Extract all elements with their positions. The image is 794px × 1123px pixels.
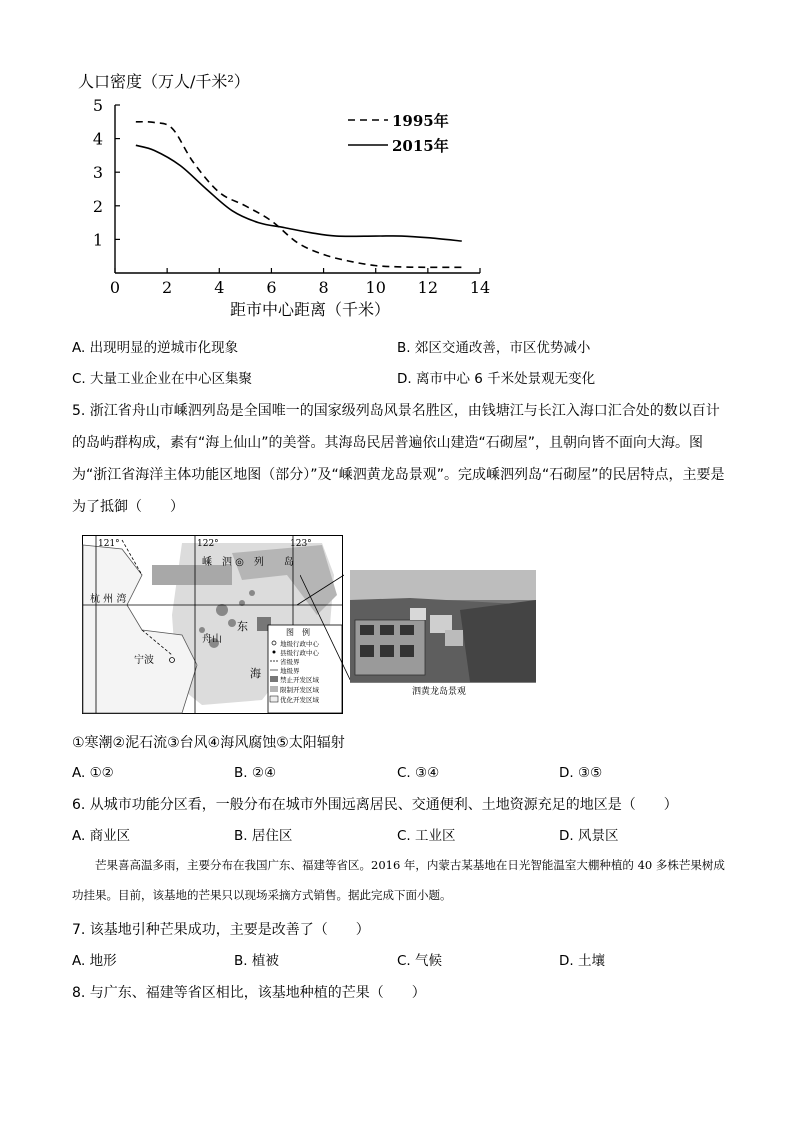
map-legend-title: 图 例 <box>286 628 310 637</box>
legend-prohibited-zone: 禁止开发区域 <box>280 676 319 684</box>
q7-option-b[interactable]: B. 植被 <box>234 953 279 969</box>
legend-prefecture-center: 地级行政中心 <box>280 640 319 648</box>
map-label-zhoushan: 舟山 <box>202 634 222 645</box>
restricted-zone-strip <box>152 565 232 585</box>
legend-province-boundary: 省级界 <box>280 658 300 666</box>
q6-option-a[interactable]: A. 商业区 <box>72 828 131 844</box>
x-tick-label: 0 <box>109 278 121 297</box>
y-tick-label: 1 <box>92 230 103 250</box>
chart-x-axis-label: 距市中心距离（千米） <box>229 300 391 319</box>
x-tick-label: 10 <box>365 278 386 297</box>
chart-y-axis-label: 人口密度（万人/千米²） <box>78 72 250 91</box>
photo-caption: 泗黄龙岛景观 <box>412 687 467 697</box>
q4-option-b[interactable]: B. 郊区交通改善，市区优势减小 <box>397 340 591 356</box>
q6-option-c[interactable]: C. 工业区 <box>397 828 456 844</box>
legend-optimized-zone: 优化开发区域 <box>280 696 319 704</box>
q4-option-c[interactable]: C. 大量工业企业在中心区集聚 <box>72 371 253 387</box>
x-tick-label: 4 <box>214 278 225 297</box>
q5-stem: 5. 浙江省舟山市嵊泗列岛是全国唯一的国家级列岛风景名胜区，由钱塘江与长江入海口汇合处的数以百计的岛屿群构成，素有“海上仙山”的美誉。其海岛民居普遍依山建造“石砌屋”，且朝向皆不面向大海。图为“浙江省海洋主体功能区地图（部分）”及“嵊泗黄龙岛景观”。完成嵊泗列岛“石砌屋”的民居特点，主要是为了抵御（ ） <box>72 403 725 515</box>
map-lon-121: 121° <box>98 539 120 549</box>
legend-label-1995: 1995年 <box>392 112 449 130</box>
q5-choices: ①寒潮②泥石流③台风④海风腐蚀⑤太阳辐射 <box>72 735 345 751</box>
q7-option-c[interactable]: C. 气候 <box>397 953 443 969</box>
x-tick-label: 2 <box>162 278 173 297</box>
map-lon-123: 123° <box>290 539 312 549</box>
map-label-shengsi: 嵊 泗 ◎ 列 岛 <box>202 557 294 568</box>
q4-option-a[interactable]: A. 出现明显的逆城市化现象 <box>72 340 239 356</box>
x-tick-label: 8 <box>318 278 329 297</box>
map-label-hai: 海 <box>250 667 261 680</box>
q7-stem: 7. 该基地引种芒果成功，主要是改善了（ ） <box>72 922 370 938</box>
q5-option-d[interactable]: D. ③⑤ <box>559 765 603 781</box>
legend-county-center: 县级行政中心 <box>280 649 319 657</box>
q7-option-d[interactable]: D. 土壤 <box>559 953 605 969</box>
y-tick-label: 5 <box>92 96 103 115</box>
legend-prefecture-boundary: 地级界 <box>280 667 300 675</box>
x-tick-label: 12 <box>417 278 439 297</box>
y-tick-label: 4 <box>92 129 103 149</box>
huanglong-island-photo <box>350 570 536 700</box>
q5-option-a[interactable]: A. ①② <box>72 765 114 781</box>
q6-stem: 6. 从城市功能分区看，一般分布在城市外围远离居民、交通便利、土地资源充足的地区是（ ） <box>72 797 678 813</box>
x-tick-label: 6 <box>266 278 277 297</box>
mango-passage: 芒果喜高温多雨，主要分布在我国广东、福建等省区。2016 年，内蒙古某基地在日光智能温室大棚种植的 40 多株芒果树成功挂果。目前，该基地的芒果只以现场采摘方式销售。据此完成下面小题。 <box>72 858 725 902</box>
map-label-dong: 东 <box>237 620 248 633</box>
map-label-hangzhouwan: 杭 州 湾 <box>90 594 127 605</box>
q4-option-d[interactable]: D. 离市中心 6 千米处景观无变化 <box>397 371 596 387</box>
legend-restricted-zone: 限制开发区域 <box>280 686 319 694</box>
map-label-ningbo: 宁波 <box>134 655 154 666</box>
q8-stem: 8. 与广东、福建等省区相比，该基地种植的芒果（ ） <box>72 985 426 1001</box>
y-tick-label: 2 <box>92 196 103 216</box>
legend-label-2015: 2015年 <box>392 137 449 155</box>
x-tick-label: 14 <box>469 278 491 297</box>
population-density-chart <box>70 65 500 330</box>
series-line-2015 <box>136 145 462 241</box>
q6-option-b[interactable]: B. 居住区 <box>234 828 293 844</box>
y-tick-label: 3 <box>92 163 103 183</box>
map-lon-122: 122° <box>197 539 219 549</box>
q5-option-b[interactable]: B. ②④ <box>234 765 277 781</box>
q6-option-d[interactable]: D. 风景区 <box>559 828 619 844</box>
q5-option-c[interactable]: C. ③④ <box>397 765 440 781</box>
q7-option-a[interactable]: A. 地形 <box>72 953 117 969</box>
